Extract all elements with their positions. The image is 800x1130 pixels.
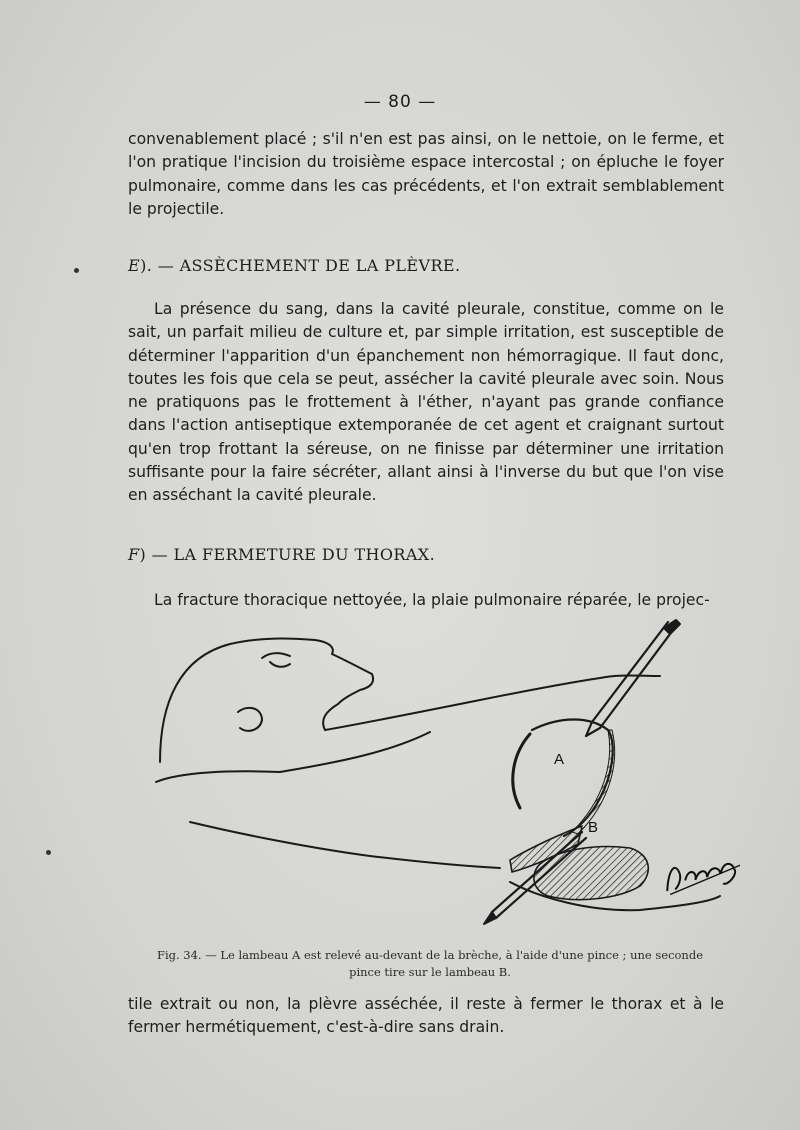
section-letter-f: F	[128, 545, 140, 564]
flap-a-inner	[513, 734, 530, 808]
margin-mark	[46, 850, 51, 855]
head-outline	[160, 639, 373, 762]
section-heading-e	[128, 256, 460, 275]
caption-line-1: Fig. 34. — Le lambeau A est relevé au-devant de la brèche, à l'aide d'une pince ; une seconde	[156, 948, 704, 962]
ear-outline	[238, 708, 262, 731]
surgical-illustration	[120, 612, 740, 942]
label-a: A	[554, 751, 565, 768]
artist-signature	[662, 852, 740, 898]
page-number: — 80 —	[363, 92, 437, 112]
torso-lower	[190, 822, 500, 868]
section-title-f: ) — LA FERMETURE DU THORAX.	[139, 545, 436, 564]
body-outline	[156, 732, 430, 782]
label-b: B	[588, 819, 599, 836]
section-heading-f	[128, 545, 435, 564]
figure-caption	[130, 947, 730, 981]
section-title-e: ). — ASSÈCHEMENT DE LA PLÈVRE.	[140, 256, 461, 275]
shoulder-outline	[325, 676, 660, 731]
flap-a-outline	[532, 720, 613, 837]
paragraph-plevre: La présence du sang, dans la cavité pleurale, constitue, comme on le sait, un parfait milieu de culture et, par simple irritation, est susceptible de déterminer l'apparition d'un épanchement non hémorragique. Il faut donc, toutes les fois que cela se peut, assécher la cavité pleurale avec soin. Nous ne pratiquons pas le frottement à l'éther, n'ayant pas grande confiance dans l'action antiseptique extemporanée de cet agent et craignant surtout qu'en trop frottant la séreuse, on ne finisse par déterminer une irritation suffisante pour la faire sécréter, allant ainsi à l'inverse du but que l'on vise en asséchant la cavité pleurale.	[128, 300, 724, 505]
paragraph-intro: convenablement placé ; s'il n'en est pas ainsi, on le nettoie, on le ferme, et l'on pratique l'incision du troisième espace intercostal ; on épluche le foyer pulmonaire, comme dans les cas précédents, et l'on extrait semblablement le projectile.	[128, 130, 724, 218]
forceps-a-tip	[664, 620, 680, 634]
forceps-b-tip	[484, 912, 496, 924]
paragraph-thorax-start: La fracture thoracique nettoyée, la plaie pulmonaire réparée, le projec-	[154, 591, 710, 609]
section-letter-e: E	[128, 256, 141, 275]
margin-mark	[74, 268, 79, 273]
paragraph-thorax-end: tile extrait ou non, la plèvre asséchée, il reste à fermer le thorax et à le fermer hermétiquement, c'est-à-dire sans drain.	[128, 995, 724, 1037]
face-detail	[262, 653, 290, 667]
caption-line-2: pince tire sur le lambeau B.	[349, 965, 511, 979]
